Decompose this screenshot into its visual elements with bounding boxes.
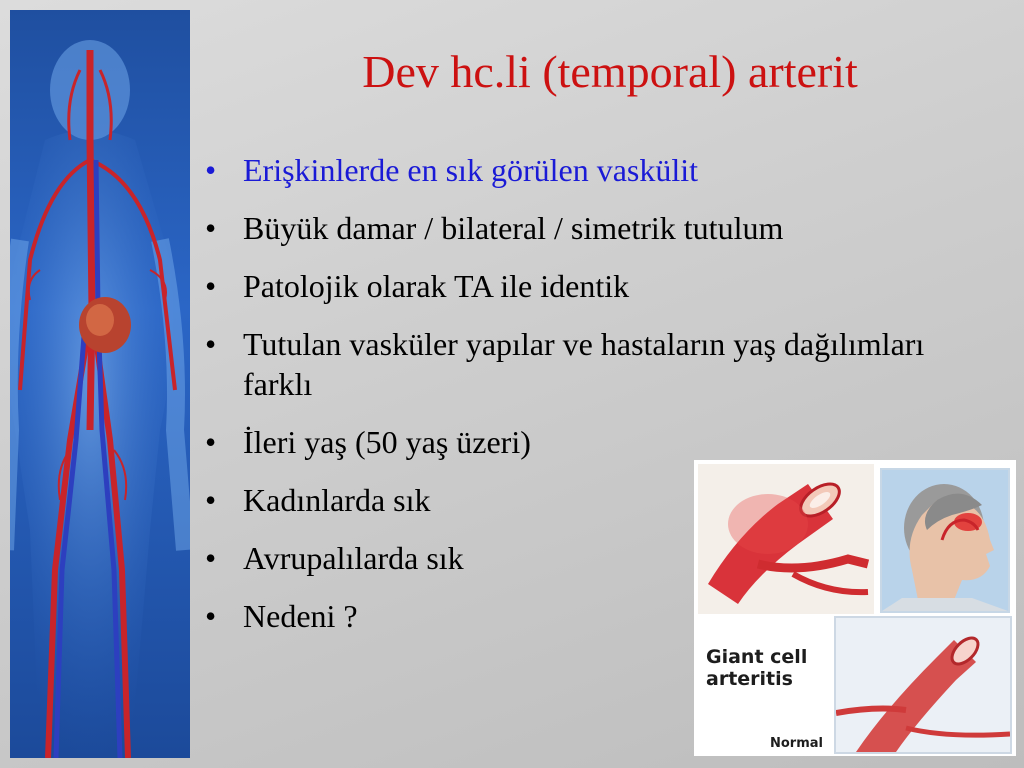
bullet-text: Patolojik olarak TA ile identik xyxy=(243,268,630,304)
bullet-dot: • xyxy=(205,598,217,634)
bullet-text: Erişkinlerde en sık görülen vaskülit xyxy=(243,152,699,188)
bullet-item xyxy=(205,266,945,306)
bullet-dot: • xyxy=(205,268,217,304)
human-body-figure xyxy=(10,10,190,758)
bullet-item xyxy=(205,208,945,248)
normal-artery-drawing xyxy=(836,618,1010,752)
bullet-text: Avrupalılarda sık xyxy=(243,540,464,576)
inflamed-artery-drawing xyxy=(698,464,874,614)
normal-artery-image xyxy=(834,616,1012,754)
bullet-dot: • xyxy=(205,482,217,518)
head-profile-drawing xyxy=(882,470,1008,611)
bullet-text: Kadınlarda sık xyxy=(243,482,431,518)
bullet-dot: • xyxy=(205,540,217,576)
bullet-text: İleri yaş (50 yaş üzeri) xyxy=(243,424,531,460)
bullet-item xyxy=(205,150,945,190)
label-line-1: Giant cell xyxy=(706,646,808,668)
giant-cell-arteritis-label xyxy=(706,646,816,690)
bullet-dot: • xyxy=(205,152,217,188)
giant-cell-arteritis-illustration xyxy=(694,460,1016,756)
bullet-dot: • xyxy=(205,326,217,362)
bullet-text: Tutulan vasküler yapılar ve hastaların yaş dağılımları farklı xyxy=(243,326,925,402)
bullet-text: Büyük damar / bilateral / simetrik tutulum xyxy=(243,210,784,246)
bullet-item xyxy=(205,324,945,404)
bullet-dot: • xyxy=(205,424,217,460)
normal-label: Normal xyxy=(770,736,823,751)
bullet-text: Nedeni ? xyxy=(243,598,358,634)
bullet-dot: • xyxy=(205,210,217,246)
slide-title: Dev hc.li (temporal) arterit xyxy=(362,46,858,97)
circulatory-system-image xyxy=(10,10,190,758)
label-line-2: arteritis xyxy=(706,668,793,690)
inflamed-artery-image xyxy=(698,464,874,614)
bullet-item xyxy=(205,422,945,462)
head-profile-image xyxy=(880,468,1010,613)
